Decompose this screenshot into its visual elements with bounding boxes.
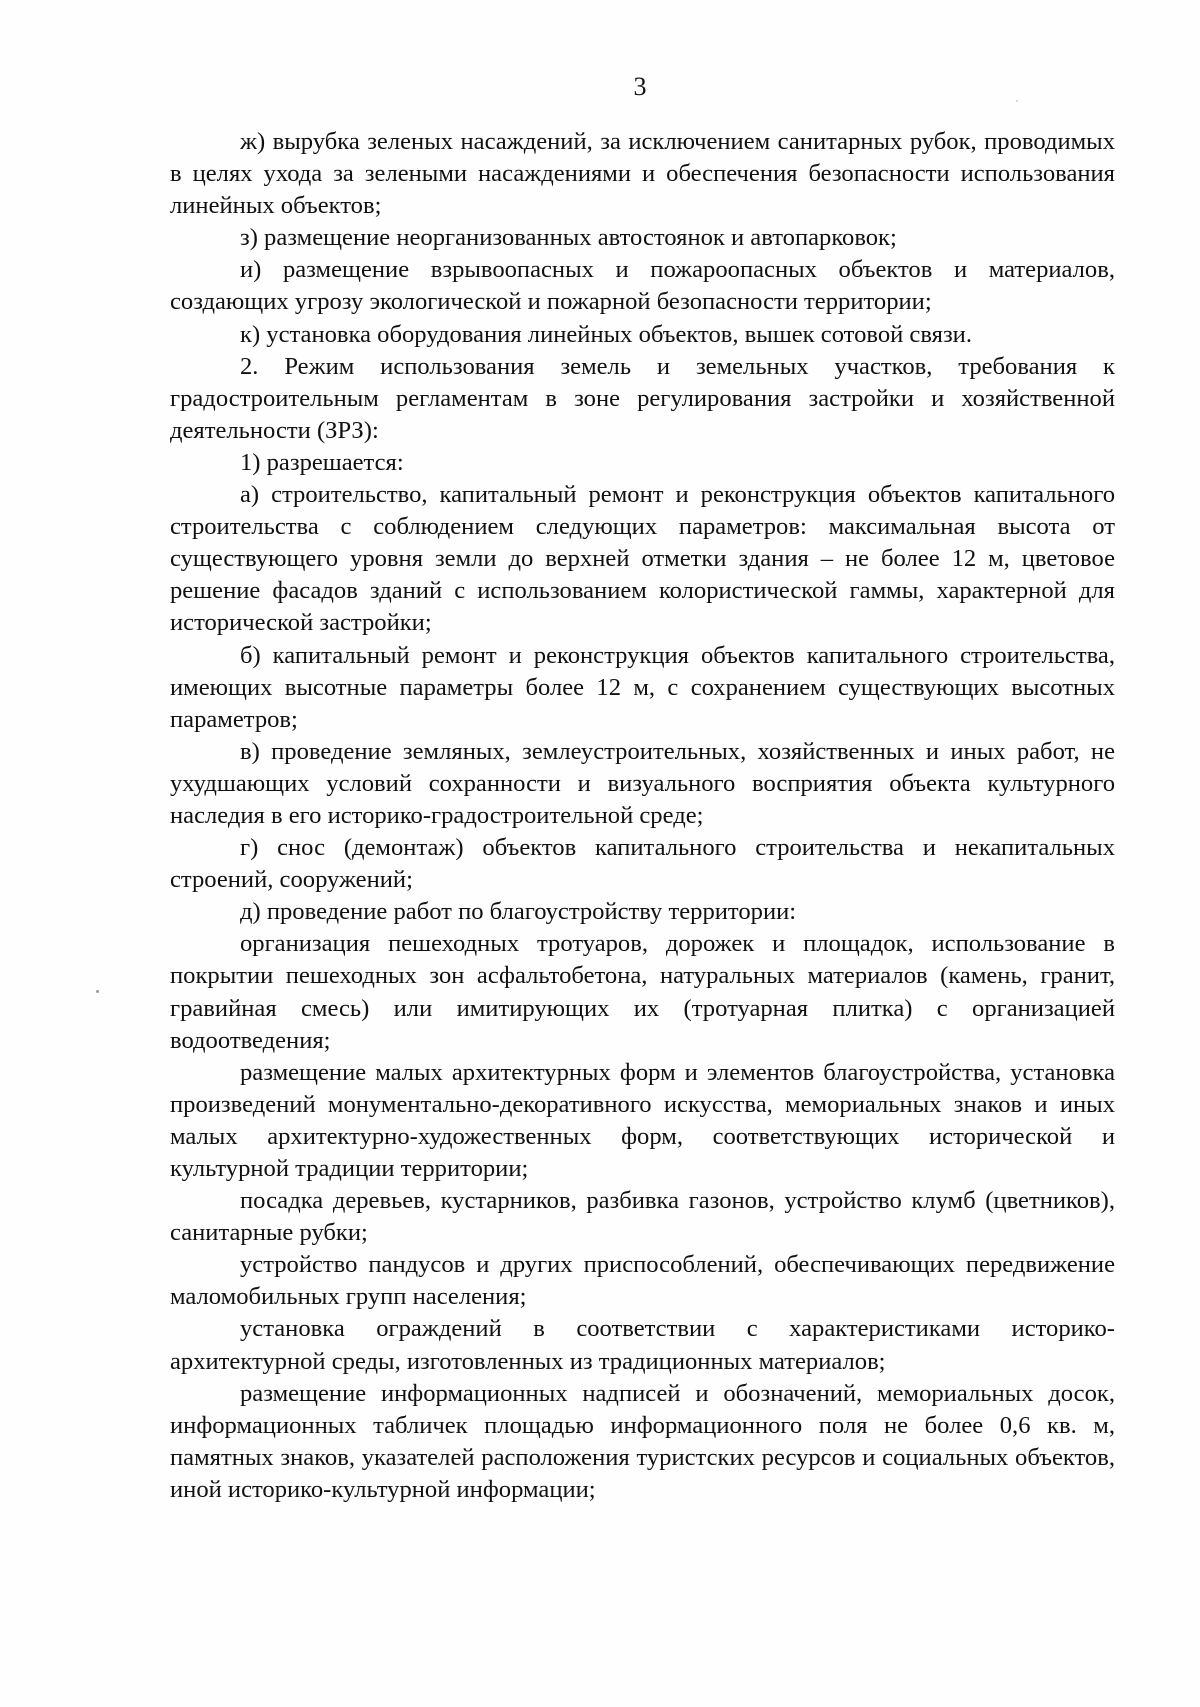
document-body — [170, 126, 1115, 1506]
page-number: 3 — [633, 72, 647, 101]
paragraph-info-signs: размещение информационных надписей и обозначений, мемориальных досок, информационных табличек площадью информационного поля не более 0,6 кв. м, памятных знаков, указателей расположения туристских ресурсов и социальных объектов, иной историко-культурной информации; — [170, 1379, 1115, 1503]
paragraph-section-2: 2. Режим использования земель и земельных участков, требования к градостроительным регламентам в зоне регулирования застройки и хозяйственной деятельности (ЗРЗ): — [170, 352, 1115, 444]
scan-speck-left — [96, 990, 99, 993]
paragraph-v: в) проведение земляных, землеустроительных, хозяйственных и иных работ, не ухудшающих условий сохранности и визуального восприятия объекта культурного наследия в его историко-градостроительной среде; — [170, 737, 1115, 829]
paragraph-z: з) размещение неорганизованных автостоянок и автопарковок; — [240, 224, 897, 252]
paragraph-planting: посадка деревьев, кустарников, разбивка газонов, устройство клумб (цветников), санитарные рубки; — [170, 1187, 1115, 1247]
paragraph-i: и) размещение взрывоопасных и пожароопасных объектов и материалов, создающих угрозу экологической и пожарной безопасности территории; — [170, 256, 1115, 316]
paragraph-allowed: 1) разрешается: — [240, 448, 404, 476]
paragraph-ramps: устройство пандусов и других приспособлений, обеспечивающих передвижение маломобильных групп населения; — [170, 1251, 1115, 1311]
paragraph-g: г) снос (демонтаж) объектов капитального строительства и некапитальных строений, сооружений; — [170, 834, 1115, 894]
paragraph-d: д) проведение работ по благоустройству территории: — [240, 898, 797, 926]
paragraph-fences: установка ограждений в соответствии с характеристиками историко-архитектурной среды, изготовленных из традиционных материалов; — [170, 1315, 1115, 1375]
paragraph-b: б) капитальный ремонт и реконструкция объектов капитального строительства, имеющих высотные параметры более 12 м, с сохранением существующих высотных параметров; — [170, 641, 1115, 733]
scan-speck-right — [1016, 100, 1018, 102]
paragraph-small-forms: размещение малых архитектурных форм и элементов благоустройства, установка произведений монументально-декоративного искусства, мемориальных знаков и иных малых архитектурно-художественных форм, соответствующих исторической и культурной традиции территории; — [170, 1058, 1115, 1182]
paragraph-sidewalks: организация пешеходных тротуаров, дорожек и площадок, использование в покрытии пешеходных зон асфальтобетона, натуральных материалов (камень, гранит, гравийная смесь) или имитирующих их (тротуарная плитка) с организацией водоотведения; — [170, 930, 1115, 1054]
paragraph-zh: ж) вырубка зеленых насаждений, за исключением санитарных рубок, проводимых в целях ухода за зелеными насаждениями и обеспечения безопасности использования линейных объектов; — [170, 128, 1115, 220]
paragraph-k: к) установка оборудования линейных объектов, вышек сотовой связи. — [240, 320, 972, 348]
paragraph-a: а) строительство, капитальный ремонт и реконструкция объектов капитального строительства с соблюдением следующих параметров: максимальная высота от существующего уровня земли до верхней отметки здания – не более 12 м, цветовое решение фасадов зданий с использованием колористической гаммы, характерной для исторической застройки; — [170, 481, 1115, 637]
